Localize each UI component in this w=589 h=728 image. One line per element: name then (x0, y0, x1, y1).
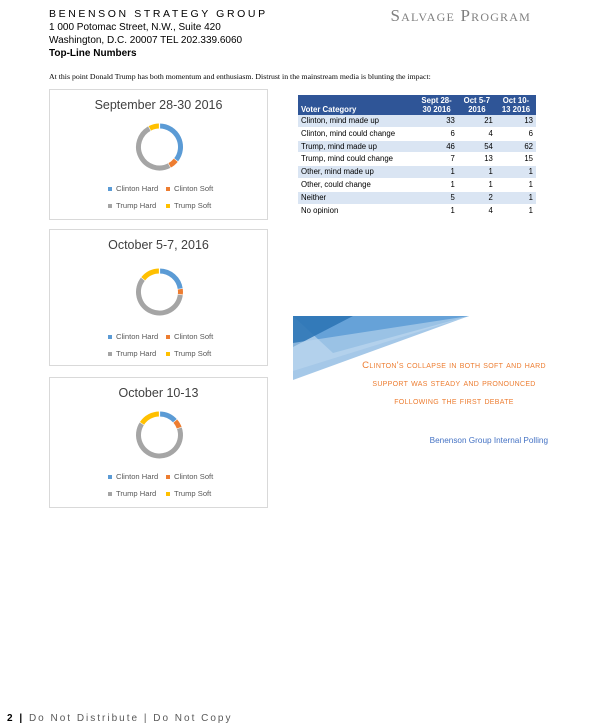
donut-slice-trump-soft (143, 271, 159, 279)
poll-header-text: Sept 28- (421, 96, 452, 105)
table-row (298, 127, 536, 140)
poll-header-text: 30 2016 (422, 105, 451, 114)
table-cell: 4 (458, 204, 496, 217)
legend-item (166, 472, 213, 481)
poll-header-text: Oct 10- (502, 96, 530, 105)
chart-title: October 10-13 (118, 386, 199, 400)
footer-page-number: 2 (7, 713, 15, 724)
table-cell: 1 (458, 178, 496, 191)
donut-slice-clinton-soft (175, 421, 179, 428)
legend-label: Trump Hard (116, 201, 157, 210)
donut-slice-trump-soft (150, 126, 160, 128)
callout-text: Clinton's collapse in both soft and hard support was steady and pronounced following the first debate (362, 360, 546, 407)
donut-slice-clinton-soft (169, 160, 176, 165)
table-row (298, 140, 536, 153)
legend-item (108, 184, 158, 193)
table-cell: 46 (415, 140, 458, 153)
legend-swatch (166, 187, 170, 191)
donut-chart (50, 90, 269, 221)
footer-separator: | (19, 713, 25, 724)
legend-label: Trump Soft (174, 201, 212, 210)
donut-slice-clinton-hard (160, 126, 181, 160)
legend-label: Trump Hard (116, 489, 157, 498)
table-row (298, 115, 536, 127)
footer (7, 713, 232, 724)
table-cell: 1 (415, 204, 458, 217)
table-cell: 13 (458, 153, 496, 166)
donut-chart (50, 230, 269, 367)
poll-header-text: 2016 (468, 105, 486, 114)
table-cell: No opinion (298, 204, 415, 217)
legend-label: Clinton Soft (174, 472, 214, 481)
legend-swatch (166, 204, 170, 208)
table-cell: 6 (415, 127, 458, 140)
table-cell: 5 (415, 191, 458, 204)
legend-item (108, 349, 156, 358)
table-row (298, 166, 536, 179)
header-company: BENENSON STRATEGY GROUP (49, 8, 268, 20)
chart-title: September 28-30 2016 (94, 98, 223, 112)
poll-header-cell (298, 95, 415, 115)
poll-table (298, 95, 536, 217)
table-cell: 1 (415, 166, 458, 179)
table-cell: Other, could change (298, 178, 415, 191)
poll-header-cell (496, 95, 536, 115)
legend-swatch (108, 475, 112, 479)
legend-item (166, 332, 213, 341)
table-cell: Neither (298, 191, 415, 204)
table-cell: 54 (458, 140, 496, 153)
table-cell: 7 (415, 153, 458, 166)
table-row (298, 153, 536, 166)
legend-label: Trump Hard (116, 349, 157, 358)
donut-slice-trump-hard (139, 128, 170, 168)
poll-header-text: Oct 5-7 (463, 96, 491, 105)
donut-slice-trump-hard (138, 279, 180, 313)
table-cell: 1 (415, 178, 458, 191)
callout-source: Benenson Group Internal Polling (429, 436, 548, 445)
poll-header-cell (415, 95, 458, 115)
table-cell: 4 (458, 127, 496, 140)
footer-text: Do Not Distribute | Do Not Copy (28, 713, 233, 724)
legend-item (166, 349, 211, 358)
intro-text: At this point Donald Trump has both momentum and enthusiasm. Distrust in the mainstream media is blunting the impact: (49, 72, 431, 81)
legend-item (166, 184, 213, 193)
table-cell: 1 (496, 166, 536, 179)
table-cell: 1 (458, 166, 496, 179)
chart-box-2 (49, 229, 268, 366)
table-row (298, 178, 536, 191)
table-cell: 21 (458, 115, 496, 127)
legend-label: Trump Soft (174, 349, 212, 358)
legend-item (166, 489, 211, 498)
header-program: Salvage Program (390, 6, 531, 25)
table-cell: 1 (496, 204, 536, 217)
donut-slice-trump-hard (139, 423, 181, 456)
legend-swatch (108, 352, 112, 356)
legend-item (108, 332, 158, 341)
legend-swatch (108, 204, 112, 208)
legend-item (166, 201, 211, 210)
legend-label: Clinton Hard (116, 332, 159, 341)
legend-item (108, 201, 156, 210)
poll-header-text: 13 2016 (501, 105, 531, 114)
legend-label: Clinton Hard (116, 472, 159, 481)
poll-table-header (298, 95, 536, 115)
table-cell: Trump, mind could change (298, 153, 415, 166)
table-cell: 2 (458, 191, 496, 204)
header-city: Washington, D.C. 20007 TEL 202.339.6060 (49, 35, 243, 46)
donut-slice-clinton-hard (160, 271, 181, 289)
table-cell: Clinton, mind made up (298, 115, 415, 127)
legend-swatch (108, 335, 112, 339)
donut-slice-trump-soft (142, 414, 159, 423)
poll-header-cell (458, 95, 496, 115)
chart-box-3 (49, 377, 268, 508)
donut-chart (50, 378, 269, 509)
legend-item (108, 489, 156, 498)
donut-slice-clinton-hard (160, 414, 176, 421)
chart-title: October 5-7, 2016 (108, 238, 209, 252)
legend-swatch (166, 352, 170, 356)
legend-swatch (108, 187, 112, 191)
legend-label: Clinton Soft (174, 332, 214, 341)
table-row (298, 191, 536, 204)
legend-label: Clinton Hard (116, 184, 159, 193)
table-cell: Trump, mind made up (298, 140, 415, 153)
table-cell: 13 (496, 115, 536, 127)
header-subtitle: Top-Line Numbers (49, 48, 137, 59)
legend-swatch (166, 475, 170, 479)
legend-swatch (166, 492, 170, 496)
table-cell: 62 (496, 140, 536, 153)
legend-item (108, 472, 158, 481)
legend-label: Trump Soft (174, 489, 212, 498)
table-row (298, 204, 536, 217)
table-cell: Other, mind made up (298, 166, 415, 179)
poll-header-text: Voter Category (301, 105, 357, 114)
table-cell: 33 (415, 115, 458, 127)
table-cell: Clinton, mind could change (298, 127, 415, 140)
table-cell: 1 (496, 191, 536, 204)
chart-box-1 (49, 89, 268, 220)
table-cell: 6 (496, 127, 536, 140)
table-cell: 15 (496, 153, 536, 166)
table-cell: 1 (496, 178, 536, 191)
legend-swatch (166, 335, 170, 339)
legend-swatch (108, 492, 112, 496)
header-address: 1 000 Potomac Street, N.W., Suite 420 (49, 22, 221, 33)
legend-label: Clinton Soft (174, 184, 214, 193)
